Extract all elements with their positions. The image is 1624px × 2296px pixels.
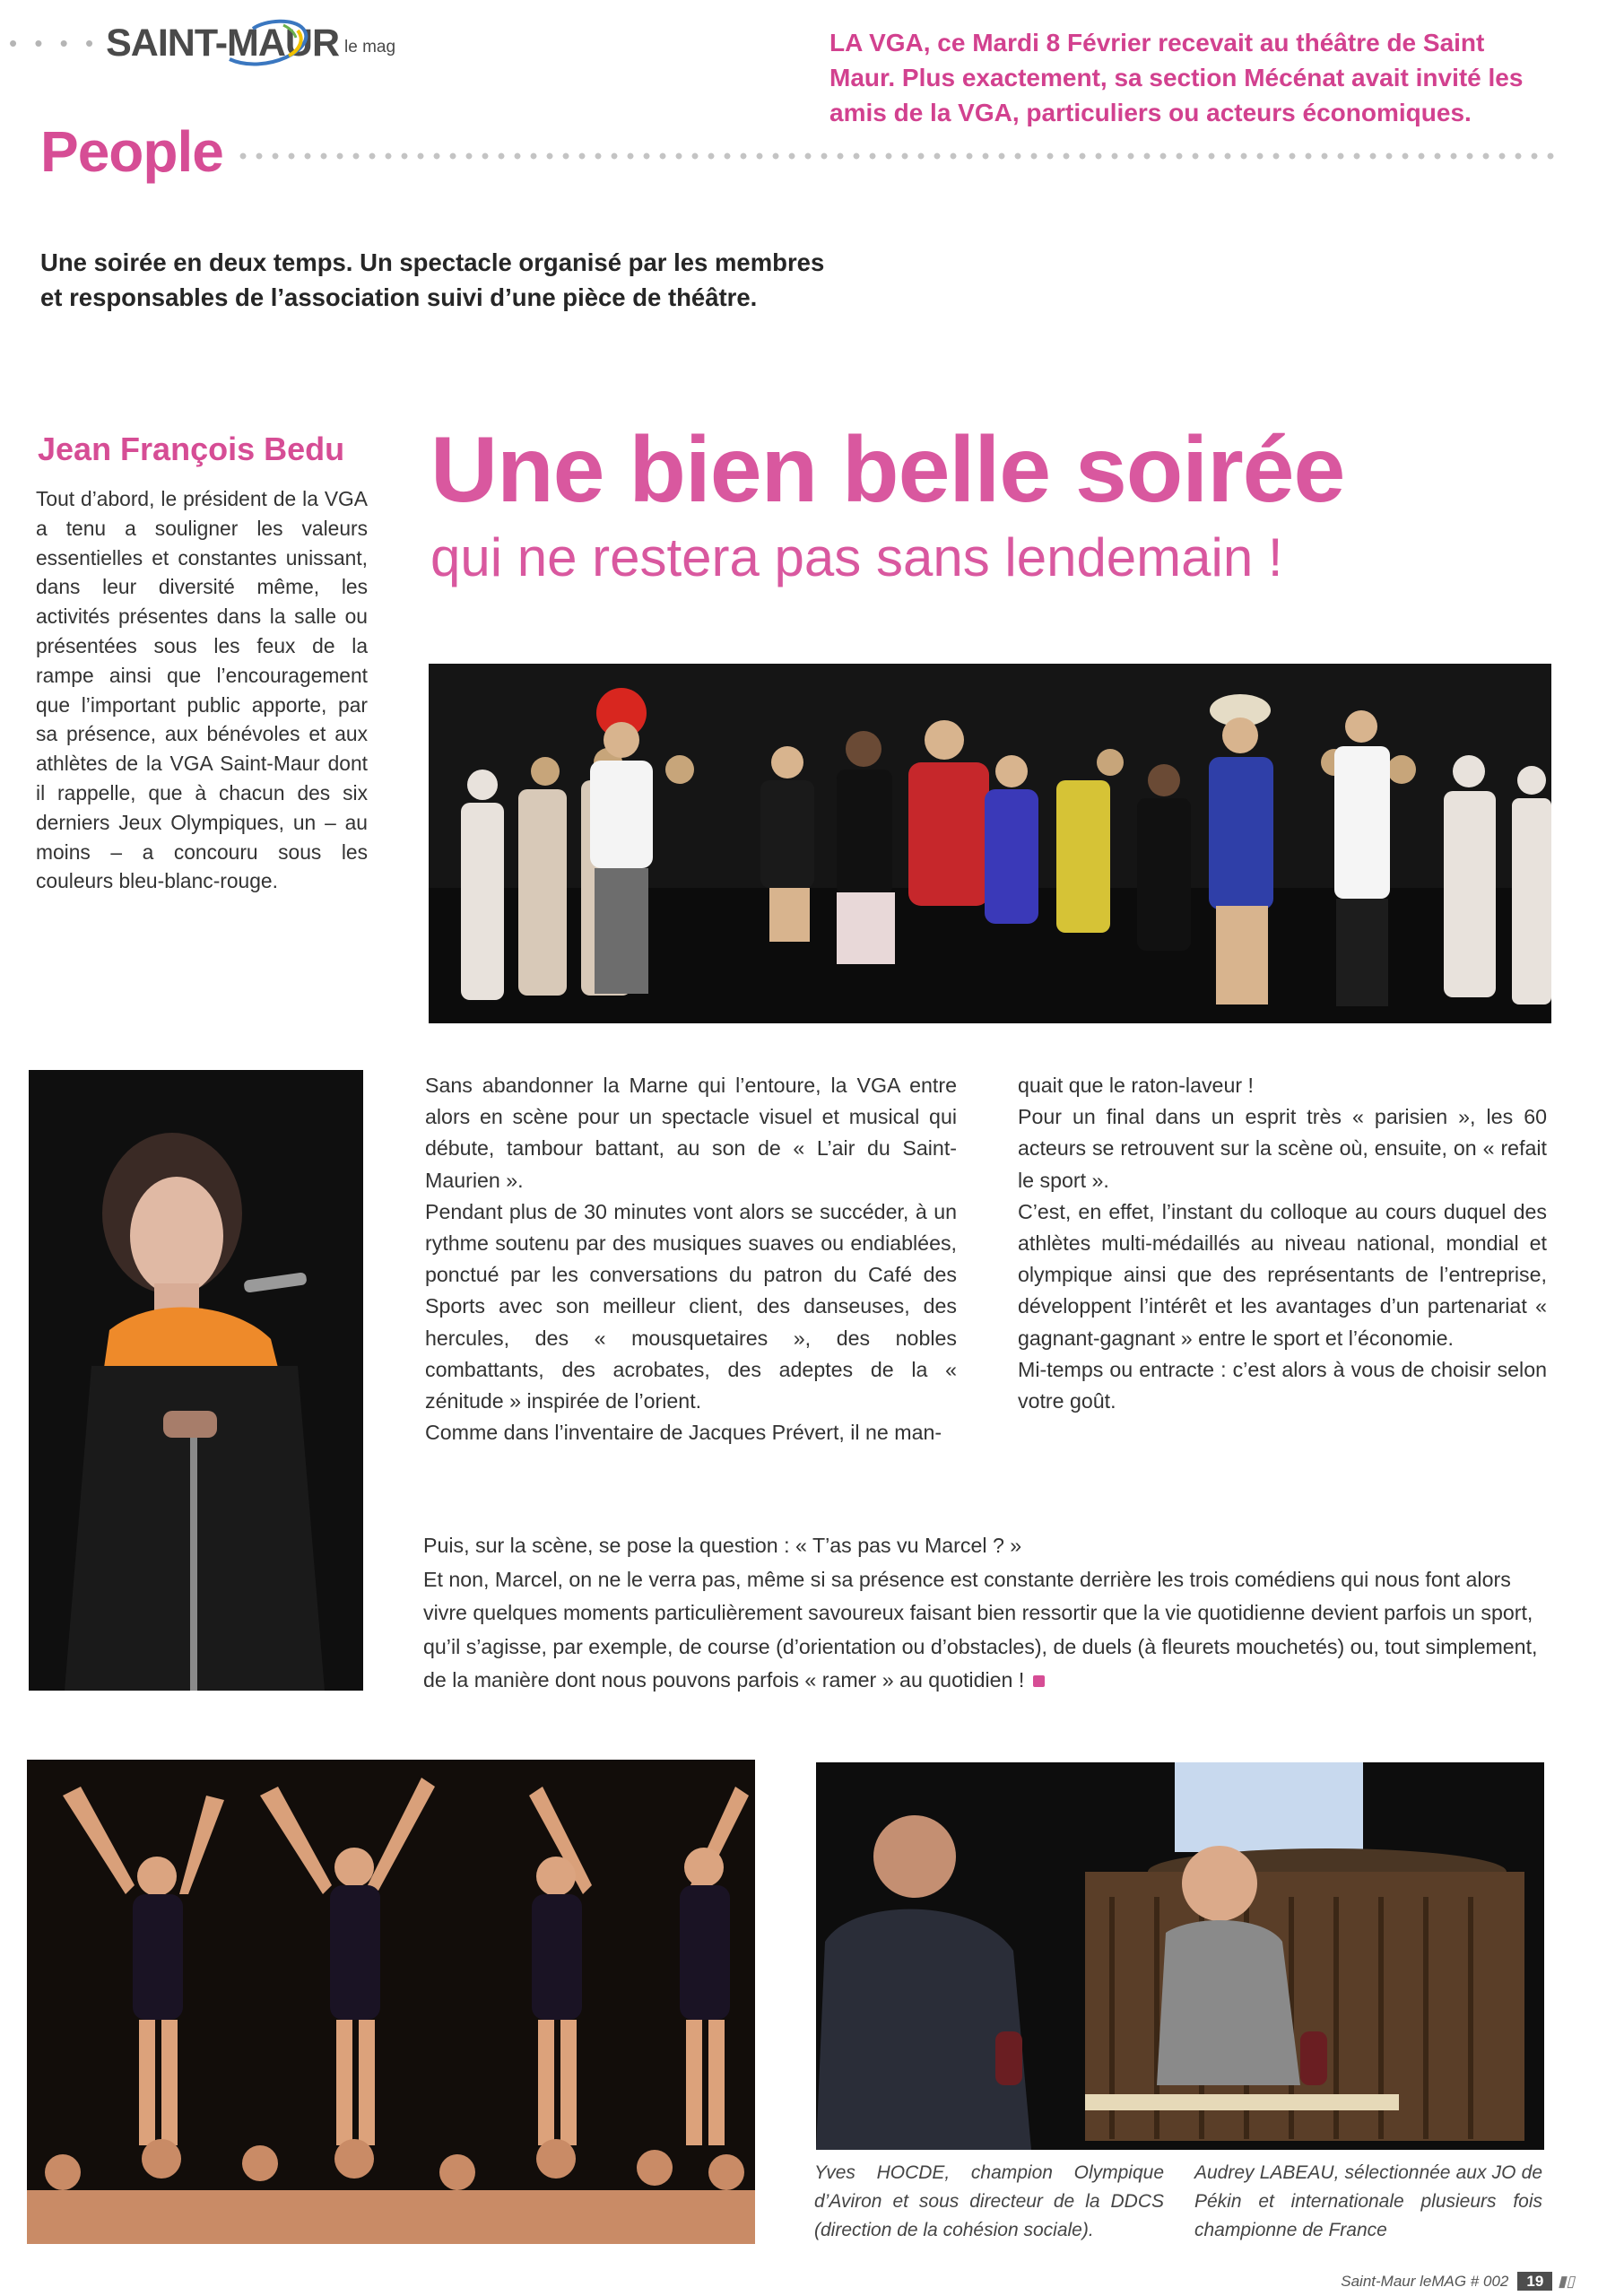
col2-paragraph: Sans abandonner la Marne qui l’entoure, la VGA entre alors en scène pour un spectacle visuel et musical qui débute, tambour battant, au son de « L’air du Saint-Maurien ». (425, 1074, 957, 1192)
col3-paragraph: Mi-temps ou entracte : c’est alors à vous de choisir selon votre goût. (1018, 1357, 1547, 1413)
closing-line (423, 1563, 1549, 1698)
masthead-logo: SAINT-MAUR (106, 21, 340, 65)
caption-labeau: Audrey LABEAU, sélectionnée aux JO de Pékin et internationale plusieurs fois championne de France (1194, 2162, 1542, 2240)
subheadline: qui ne restera pas sans lendemain ! (430, 527, 1283, 587)
col2-paragraph: Comme dans l’inventaire de Jacques Prévert, il ne man- (425, 1421, 942, 1445)
left-column-text: Tout d’abord, le président de la VGA a tenu a souligner les valeurs essentielles et constantes unissant, dans leur diversité même, les activités présentes dans la salle ou présentées sous les feux de la rampe ainsi que l’encouragement que l’important public apporte, par sa présence, aux bénévoles et aux athlètes de la VGA Saint-Maur dont il rappelle, que à chacun des six derniers Jeux Olympiques, un – au moins – a concouru sous les couleurs bleu-blanc-rouge. (36, 487, 368, 893)
footer-bars-icon: ▮▯ (1558, 2272, 1575, 2290)
article-column-2 (425, 1070, 957, 1448)
headline: Une bien belle soirée (430, 418, 1345, 522)
byline: Jean François Bedu (38, 430, 345, 467)
col3-paragraph: quait que le raton-laveur ! (1018, 1074, 1254, 1097)
footer-mag-title: Saint-Maur leMAG # 002 (1341, 2272, 1509, 2290)
lead-paragraph: Une soirée en deux temps. Un spectacle organisé par les membres et responsables de l’association suivi d’une pièce de théâtre. (40, 248, 825, 311)
col3-paragraph: Pour un final dans un esprit très « parisien », les 60 acteurs se retrouvent sur la scène où, ensuite, on « refait le sport ». (1018, 1105, 1547, 1192)
section-title: People (40, 119, 223, 184)
closing-line: Puis, sur la scène, se pose la question : « T’as pas vu Marcel ? » (423, 1534, 1022, 1557)
article-column-3 (1018, 1070, 1547, 1417)
photo-singer (29, 1070, 363, 1691)
photo-cast-on-stage (429, 664, 1551, 1023)
intro-text: LA VGA, ce Mardi 8 Février recevait au théâtre de Saint Maur. Plus exactement, sa section Mécénat avait invité les amis de la VGA, particuliers ou acteurs économiques. (829, 29, 1524, 126)
masthead-sub: le mag (344, 38, 396, 57)
col3-paragraph: C’est, en effet, l’instant du colloque au cours duquel des athlètes multi-médaillés au niveau national, mondial et olympique ainsi que des représentants de l’entreprise, développent l’intérêt et les avantages d’un partenariat « gagnant-gagnant » entre le sport et l’économie. (1018, 1199, 1547, 1350)
photo-guests (816, 1762, 1544, 2150)
end-mark-icon (1033, 1675, 1045, 1687)
caption-hocde: Yves HOCDE, champion Olympique d’Aviron et sous directeur de la DDCS (direction de la cohésion sociale). (814, 2162, 1164, 2240)
col2-paragraph: Pendant plus de 30 minutes vont alors se succéder, à un rythme soutenu par des musiques suaves ou endiablées, ponctué par les conversations du patron du Café des Sports avec son meilleur client, des danseuses, des hercules, des « mousquetaires », des nobles combattants, des acrobates, des adeptes de la « zénitude » inspirée de l’orient. (425, 1199, 957, 1413)
photo-acrobats (27, 1760, 755, 2244)
logo-swirl-icon (212, 13, 326, 75)
section-dotted-rule (235, 152, 1562, 160)
masthead-dots: • • • • (9, 29, 100, 57)
closing-text: Et non, Marcel, on ne le verra pas, même si sa présence est constante derrière les trois comédiens qui nous font alors vivre quelques moments particulièrement savoureux faisant bien ressortir que la vie quotidienne devient parfois un sport, qu’il s’agisse, par exemple, de course (d’orientation ou d’obstacles), de duels (à fleurets mouchetés) ou, tout simplement, de la manière dont nous pouvons parfois « ramer » au quotidien ! (423, 1567, 1538, 1692)
page-number: 19 (1517, 2272, 1552, 2291)
page-footer (1341, 2272, 1575, 2291)
closing-paragraph (423, 1529, 1549, 1698)
masthead (9, 16, 395, 70)
